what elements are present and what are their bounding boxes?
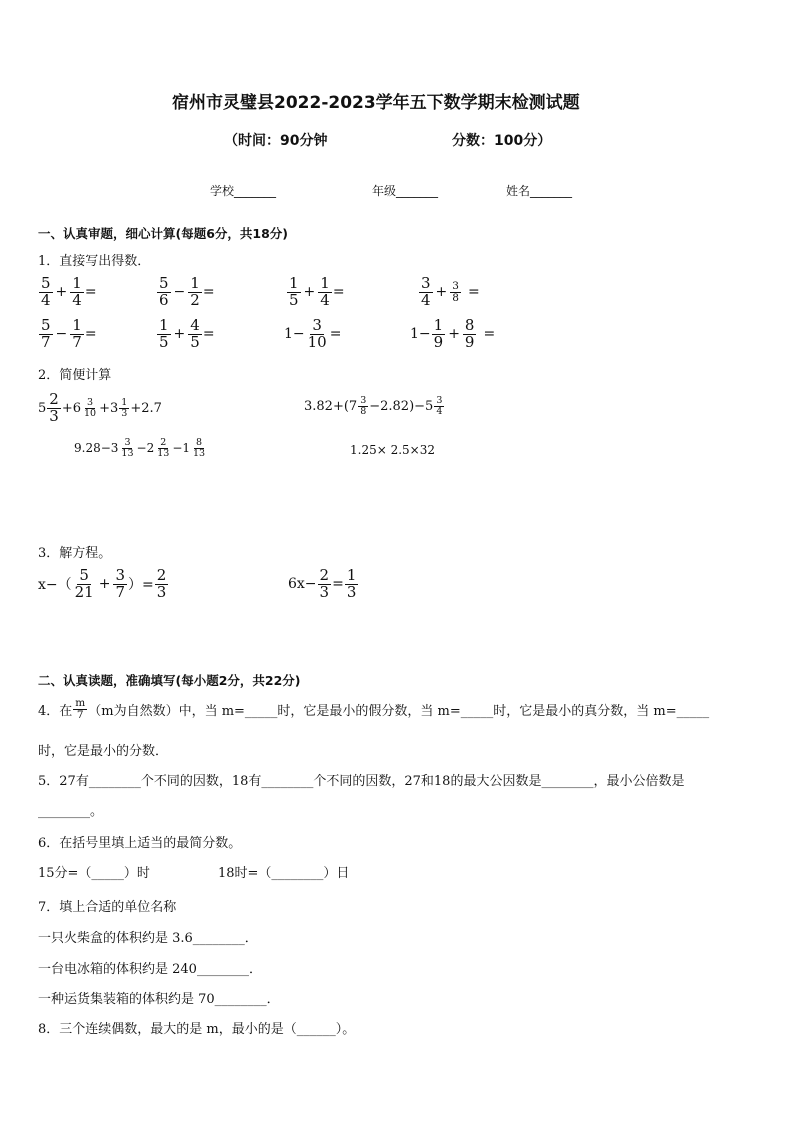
fraction: $\frac{5}{6}$ [159, 274, 169, 309]
fraction: $\frac{m}{7}$ [75, 697, 86, 722]
question-7-a: 一只火柴盒的体积约是 3.6________． [38, 931, 258, 946]
q3-equation-1: x−（ $\frac{5}{21}$ + $\frac{3}{7}$ ）= $\frac{2}{3}$ [38, 566, 167, 601]
question-4-line-2: 时，它是最小的分数． [38, 744, 169, 759]
fraction: $\frac{3}{8}$ [452, 279, 459, 304]
fraction: $\frac{4}{5}$ [190, 316, 200, 351]
question-5-line-2: ________。 [38, 804, 104, 819]
fraction: $\frac{2}{3}$ [156, 566, 167, 601]
section-1-heading: 一、认真审题，细心计算(每题6分，共18分) [38, 226, 289, 241]
name-field: 姓名_______ [506, 184, 573, 198]
question-4 [38, 698, 709, 721]
fraction: $\frac{1}{3}$ [121, 396, 128, 419]
fraction: $\frac{3}{10}$ [307, 316, 327, 351]
q1-item-8: 1− $\frac{1}{9}$ + $\frac{8}{9}$ = [410, 316, 496, 351]
fraction: $\frac{3}{10}$ [84, 396, 97, 419]
fraction: $\frac{3}{7}$ [115, 566, 126, 601]
fraction: $\frac{8}{13}$ [193, 437, 206, 459]
fraction: $\frac{1}{5}$ [289, 274, 299, 309]
q1-item-7: 1− $\frac{3}{10}$ = [284, 316, 342, 351]
q2-expression-1: 5 $\frac{2}{3}$ +6 $\frac{3}{10}$ +3 $\frac{1}{3}$ +2.7 [38, 390, 162, 425]
fraction: $\frac{1}{9}$ [433, 316, 444, 351]
q2-expression-3: 9.28−3 $\frac{3}{13}$ −2 $\frac{2}{13}$ −1 $\frac{8}{13}$ [74, 437, 206, 459]
question-7-label: 7．填上合适的单位名称 [38, 900, 177, 915]
fraction: $\frac{8}{9}$ [464, 316, 475, 351]
fraction: $\frac{2}{3}$ [49, 390, 59, 425]
fraction: $\frac{1}{4}$ [72, 274, 82, 309]
fraction: $\frac{3}{4}$ [436, 395, 443, 417]
question-7-b: 一台电冰箱的体积约是 240________． [38, 962, 262, 977]
question-4-number: 4．在 [38, 704, 73, 720]
fraction: $\frac{3}{4}$ [421, 274, 431, 309]
section-2-heading: 二、认真读题，准确填写(每小题2分，共22分) [38, 673, 301, 688]
q2-expression-2: 3.82+(7 $\frac{3}{8}$ −2.82)−5 $\frac{3}{4}$ [304, 395, 443, 417]
fraction: $\frac{1}{2}$ [190, 274, 200, 309]
fraction: $\frac{1}{5}$ [159, 316, 169, 351]
q1-item-3: $\frac{1}{5}$ + $\frac{1}{4}$ = [289, 274, 345, 309]
fraction: $\frac{1}{4}$ [320, 274, 330, 309]
question-3-label: 3．解方程。 [38, 546, 112, 561]
question-7-c: 一种运货集装箱的体积约是 70________． [38, 992, 280, 1007]
time-label: （时间：90分钟 [224, 133, 328, 149]
grade-field: 年级_______ [372, 184, 439, 198]
fraction: $\frac{3}{13}$ [121, 437, 134, 459]
fraction: $\frac{1}{3}$ [346, 566, 357, 601]
question-5-line-1: 5．27有________个不同的因数，18有________个不同的因数，27和18的最大公因数是________，最小公倍数是 [38, 774, 685, 789]
fraction: $\frac{3}{8}$ [360, 395, 367, 417]
page-title: 宿州市灵璧县2022-2023学年五下数学期末检测试题 [172, 93, 580, 113]
question-6-a: 15分=（_____）时 [38, 866, 150, 881]
fraction: $\frac{1}{7}$ [72, 316, 82, 351]
q1-item-2: $\frac{5}{6}$ − $\frac{1}{2}$ = [159, 274, 215, 309]
question-6-label: 6．在括号里填上适当的最简分数。 [38, 836, 242, 851]
question-1-label: 1．直接写出得数． [38, 254, 151, 269]
fraction: $\frac{5}{7}$ [41, 316, 51, 351]
fraction: $\frac{5}{21}$ [74, 566, 94, 601]
question-8-label: 8．三个连续偶数，最大的是 m，最小的是（______）。 [38, 1022, 356, 1037]
fraction: $\frac{2}{13}$ [157, 437, 170, 459]
school-field: 学校_______ [210, 184, 277, 198]
fraction: $\frac{2}{3}$ [319, 566, 330, 601]
score-label: 分数：100分） [452, 133, 552, 149]
q2-expression-4: 1.25× 2.5×32 [350, 443, 435, 457]
q1-item-5: $\frac{5}{7}$ − $\frac{1}{7}$ = [41, 316, 97, 351]
question-6-b: 18时=（________）日 [218, 866, 350, 881]
q1-item-1: $\frac{5}{4}$ + $\frac{1}{4}$ = [41, 274, 97, 309]
question-2-label: 2．简便计算 [38, 368, 112, 383]
q3-equation-2: 6x− $\frac{2}{3}$ = $\frac{1}{3}$ [288, 566, 357, 601]
q1-item-4: $\frac{3}{4}$ + $\frac{3}{8}$ = [421, 274, 480, 309]
q1-item-6: $\frac{1}{5}$ + $\frac{4}{5}$ = [159, 316, 215, 351]
question-4-text: （m为自然数）中，当 m=_____时，它是最小的假分数，当 m=_____时，它是最小的真分数，当 m=_____ [88, 704, 710, 720]
fraction: $\frac{5}{4}$ [41, 274, 51, 309]
